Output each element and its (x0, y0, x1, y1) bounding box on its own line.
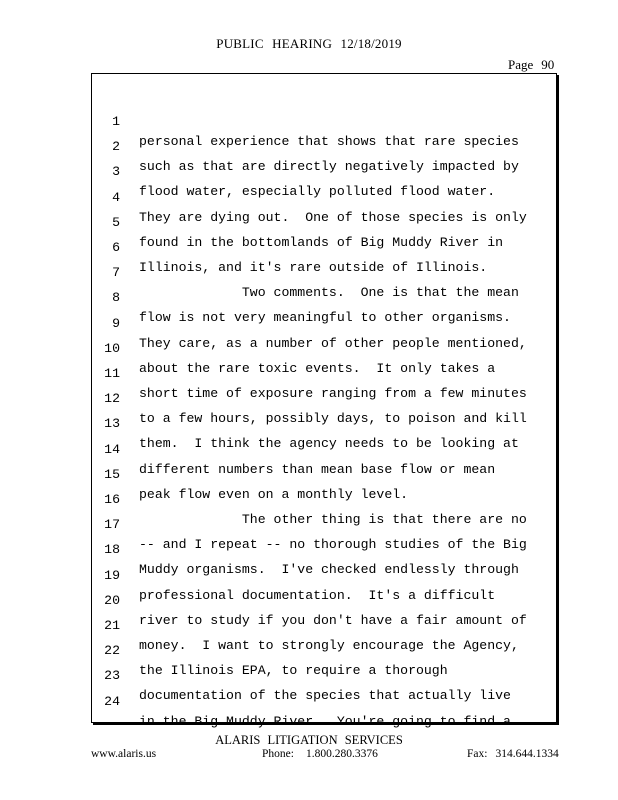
line-number: 15 (104, 466, 120, 482)
line-text: different numbers than mean base flow or mean (139, 461, 496, 477)
line-number: 11 (104, 366, 120, 381)
line-number: 8 (112, 290, 120, 306)
transcript-line (92, 92, 519, 149)
line-number: 6 (112, 240, 120, 255)
line-text: flow is not very meaningful to other organisms. (139, 310, 511, 326)
line-number: 12 (104, 391, 120, 407)
page-label: Page (508, 57, 534, 72)
line-number: 22 (104, 643, 120, 659)
line-number: 18 (104, 542, 120, 558)
line-number: 9 (112, 315, 120, 331)
line-text: They care, as a number of other people mentioned, (139, 335, 527, 351)
line-text: to a few hours, possibly days, to poison and kill (139, 411, 527, 427)
footer-fax (467, 748, 559, 760)
phone-label: Phone: (262, 748, 294, 760)
line-number: 4 (112, 189, 120, 205)
line-number: 24 (104, 693, 120, 709)
line-number: 17 (104, 517, 120, 533)
footer-website: www.alaris.us (91, 748, 157, 760)
line-text: professional documentation. It's a difficult (139, 587, 496, 603)
line-text: river to study if you don't have a fair amount of (139, 612, 527, 628)
page-number: 90 (541, 57, 555, 72)
line-number: 7 (112, 265, 120, 281)
line-text: flood water, especially polluted flood water. (139, 184, 496, 200)
line-number: 21 (104, 618, 120, 633)
line-text: -- and I repeat -- no thorough studies of the Big (139, 537, 527, 553)
line-number: 2 (112, 139, 120, 155)
document-header-title: PUBLIC HEARING 12/18/2019 (216, 36, 402, 51)
line-text: Two comments. One is that the mean (139, 285, 519, 301)
line-text: They are dying out. One of those species is only (139, 209, 527, 225)
line-number: 5 (112, 214, 120, 230)
line-text: about the rare toxic events. It only takes a (139, 360, 496, 376)
line-number: 19 (104, 567, 120, 583)
line-number: 13 (104, 416, 120, 432)
fax-number: 314.644.1334 (495, 748, 559, 760)
page-indicator (508, 57, 554, 73)
line-text: Muddy organisms. I've checked endlessly through (139, 562, 519, 578)
line-number: 16 (104, 492, 120, 507)
line-number: 14 (104, 441, 120, 457)
line-text: short time of exposure ranging from a few minutes (139, 386, 527, 401)
line-text: peak flow even on a monthly level. (139, 486, 409, 502)
line-number: 20 (104, 592, 120, 608)
footer-phone (262, 748, 378, 760)
line-text: in the Big Muddy River. You're going to find a (139, 713, 511, 729)
line-text: documentation of the species that actually live (139, 688, 511, 704)
phone-number: 1.800.280.3376 (305, 748, 378, 760)
line-number: 10 (104, 340, 120, 356)
line-number: 23 (104, 668, 120, 684)
line-text: such as that are directly negatively impacted by (139, 159, 519, 175)
line-number: 3 (112, 164, 120, 180)
line-text: Illinois, and it's rare outside of Illinois. (139, 260, 488, 275)
line-text: them. I think the agency needs to be looking at (139, 436, 519, 452)
line-number: 1 (112, 114, 120, 129)
footer-company-name: ALARIS LITIGATION SERVICES (215, 733, 403, 747)
line-text: found in the bottomlands of Big Muddy River in (139, 234, 504, 250)
line-text: the Illinois EPA, to require a thorough (139, 663, 448, 679)
line-text: money. I want to strongly encourage the Agency, (139, 638, 519, 653)
line-text: The other thing is that there are no (139, 512, 527, 527)
line-text: personal experience that shows that rare species (139, 134, 519, 149)
fax-label: Fax: (467, 748, 488, 760)
transcript-frame (91, 73, 557, 729)
